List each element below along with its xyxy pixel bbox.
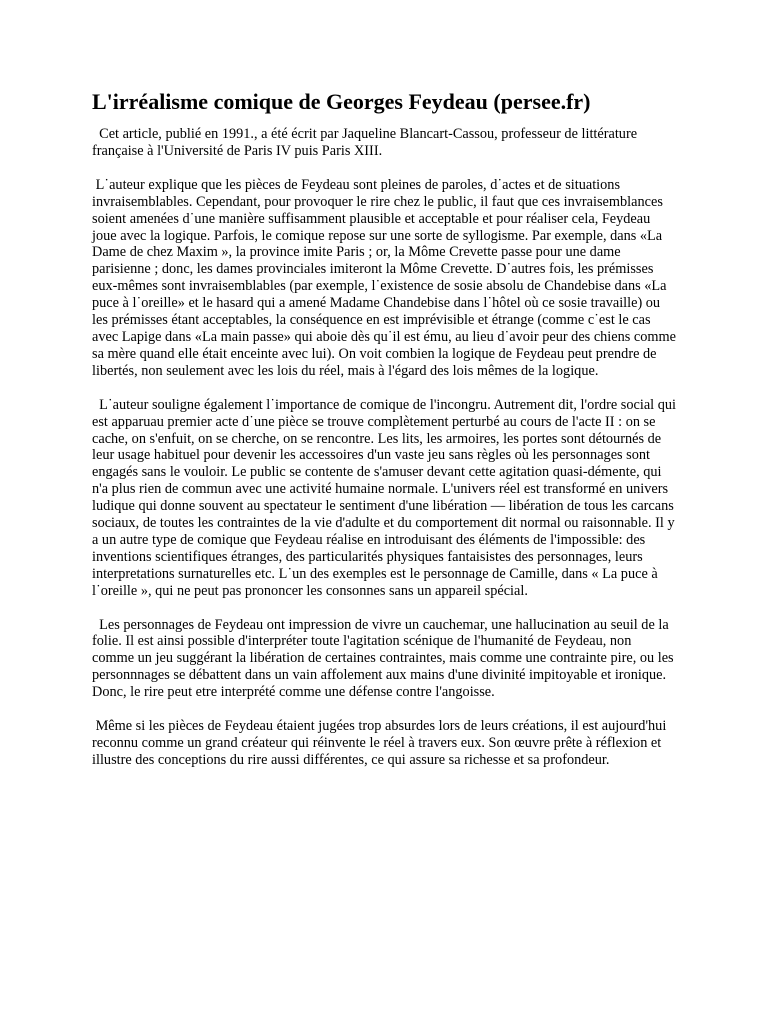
paragraph-cauchemar: Les personnages de Feydeau ont impression de vivre un cauchemar, une hallucination au seuil de la folie. Il est ainsi possible d'interpréter toute l'agitation scénique de l'humanité de Feydeau, non comme un jeu suggérant la libération de certaines contraintes, mais comme une contrainte pire, ou les personnnages se débattent dans un vain affolement aux mains d'une divinité impitoyable et ironique. Donc, le rire peut etre interprété comme une défense contre l'angoisse. (92, 616, 678, 701)
paragraph-intro: Cet article, publié en 1991., a été écrit par Jaqueline Blancart-Cassou, professeur de littérature française à l'Université de Paris IV puis Paris XIII. (92, 126, 641, 159)
paragraph-conclusion: Même si les pièces de Feydeau étaient jugées trop absurdes lors de leurs créations, il est aujourd'hui reconnu comme un grand créateur qui réinvente le réel à travers eux. Son œuvre prête à réflexion et illustre des conceptions du rire aussi différentes, ce qui assure sa richesse et sa profondeur. (92, 718, 670, 768)
page-title: L'irréalisme comique de Georges Feydeau (persee.fr) (92, 89, 591, 114)
document-page (92, 88, 680, 786)
paragraph-incongru: L˙auteur souligne également l˙importance de comique de l'incongru. Autrement dit, l'ordre social qui est apparuau premier acte d˙une pièce se trouve complètement perturbé au cours de l'acte II : on se cache, on s'enfuit, on se cherche, on se rencontre. Les lits, les armoires, les portes sont détournés de leur usage habituel pour devenir les accessoires d'un vaste jeu sans règles où les personnages sont engagés sans le vouloir. Le public se contente de s'amuser devant cette agitation quasi-démente, qui n'a plus rien de commun avec une activité humaine normale. L'univers réel est transformé en univers ludique qui donne souvent au spectateur le sentiment d'une libération — libération de tous les carcans sociaux, de toutes les contraintes de la vie d'adulte et du comportement dit normal ou raisonnable. Il y a un autre type de comique que Feydeau réalise en introduisant des éléments de l'impossible: des inventions scientifiques étranges, des particularités physiques fantaisistes des personnages, leurs interpretations surnaturelles etc. L˙un des exemples est le personnage de Camille, dans « La puce à l˙oreille », qui ne peut pas prononcer les consonnes sans un appareil spécial. (92, 396, 680, 599)
paragraph-logic: L˙auteur explique que les pièces de Feydeau sont pleines de paroles, d˙actes et de situations invraisemblables. Cependant, pour provoquer le rire chez le public, il faut que ces invraisemblances soient amenées d˙une manière suffisamment plausible et acceptable et pour réaliser cela, Feydeau joue avec la logique. Parfois, le comique repose sur une sorte de syllogisme. Par exemple, dans «La Dame de chez Maxim », la province imite Paris ; or, la Môme Crevette passe pour une dame parisienne ; donc, les dames provinciales imiteront la Môme Crevette. D˙autres fois, les prémisses eux-mêmes sont invraisemblables (par exemple, l˙existence de sosie absolu de Chandebise dans «La puce à l˙oreille» et le hasard qui a amené Madame Chandebise dans l˙hôtel où ce sosie travaille) ou les prémisses étant acceptables, la conséquence en est imprévisible et étrange (comme c˙est le cas avec Lapige dans «La main passe» qui aboie dès qu˙il est ému, au lieu d˙avoir peur des chiens comme sa mère quand elle était enceinte avec lui). On voit combien la logique de Feydeau peut prendre de libertés, non seulement avec les lois du réel, mais à l'égard des lois mêmes de la logique. (92, 176, 680, 379)
